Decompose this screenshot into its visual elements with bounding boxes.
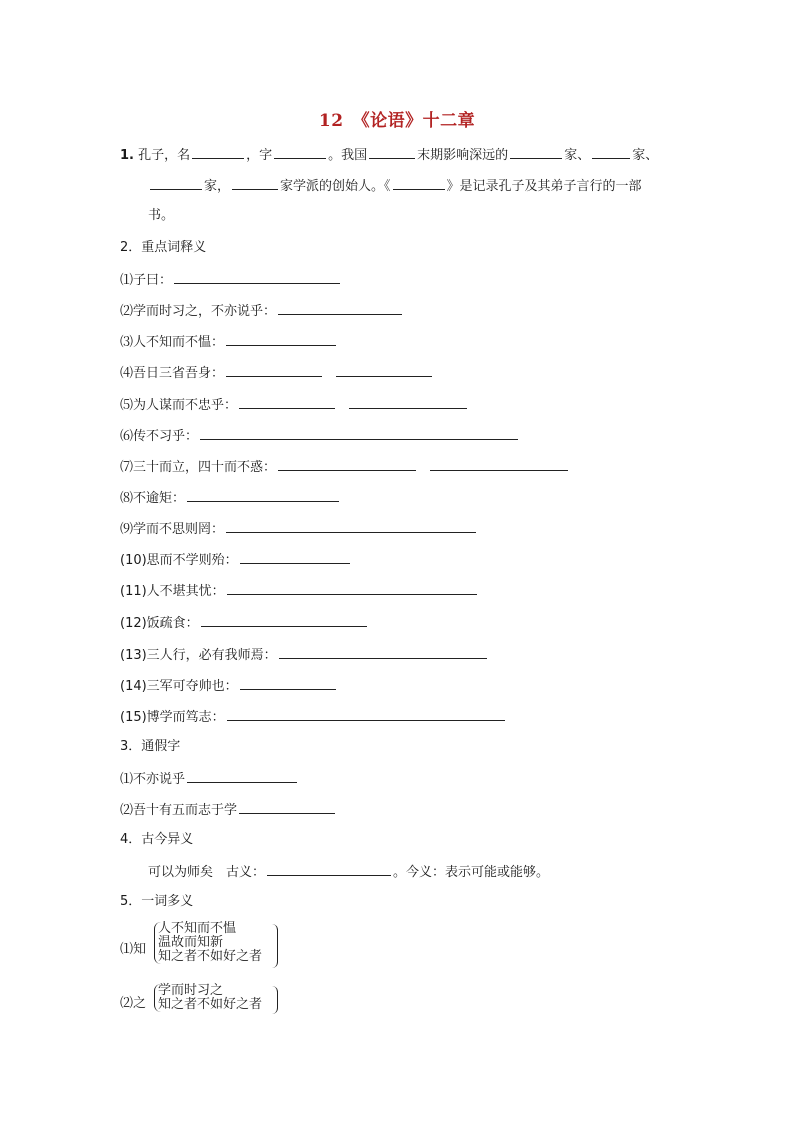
q2-heading: 2．重点词释义 xyxy=(120,240,207,255)
answer-blank[interactable] xyxy=(226,518,476,533)
q4-line xyxy=(148,861,549,881)
q2-item-label: (13)三人行，必有我师焉： xyxy=(120,648,277,663)
q2-item-4 xyxy=(120,362,434,382)
q1-line-1 xyxy=(120,144,658,164)
q3-item-label: ⑵吾十有五而志于学 xyxy=(120,803,238,818)
q2-item-1 xyxy=(120,269,342,289)
answer-blank[interactable] xyxy=(227,580,477,595)
q3-heading: 3．通假字 xyxy=(120,739,181,754)
q2-item-15 xyxy=(120,706,507,726)
q2-item-label: (15)博学而笃志： xyxy=(120,710,225,725)
q1-blank-book[interactable] xyxy=(393,175,445,190)
q2-item-label: ⑵学而时习之，不亦说乎： xyxy=(120,304,277,319)
q3-item-label: ⑴不亦说乎 xyxy=(120,772,186,787)
q5-item: 温故而知新 xyxy=(158,935,224,950)
answer-blank[interactable] xyxy=(201,612,367,627)
answer-blank[interactable] xyxy=(174,269,340,284)
answer-blank[interactable] xyxy=(279,644,487,659)
q2-item-label: ⑻不逾矩： xyxy=(120,491,186,506)
q5-item: 知之者不如好之者 xyxy=(158,997,263,1012)
answer-blank[interactable] xyxy=(239,394,335,409)
q2-item-label: ⑶人不知而不愠： xyxy=(120,335,225,350)
q1-text-e: 家、 xyxy=(564,148,591,163)
q2-item-6 xyxy=(120,425,520,445)
q2-item-5 xyxy=(120,394,469,414)
answer-blank[interactable] xyxy=(267,861,391,876)
q1-text-i: 》是记录孔子及其弟子言行的一部 xyxy=(446,179,642,194)
q1-blank-school-3[interactable] xyxy=(150,175,202,190)
q5-group-label: ⑴知 xyxy=(120,942,147,957)
q1-text-f: 家、 xyxy=(632,148,659,163)
q2-item-2 xyxy=(120,300,404,320)
q1-text-a: 孔子，名 xyxy=(138,148,191,163)
q2-item-10 xyxy=(120,549,352,569)
answer-blank[interactable] xyxy=(240,675,336,690)
q1-text-d: 末期影响深远的 xyxy=(417,148,509,163)
answer-blank[interactable] xyxy=(200,425,518,440)
q1-text-g: 家， xyxy=(204,179,231,194)
q2-item-label: ⑴子曰： xyxy=(120,273,173,288)
q2-item-label: ⑸为人谋而不忠乎： xyxy=(120,398,238,413)
answer-blank[interactable] xyxy=(226,331,336,346)
q5-group-items xyxy=(154,984,262,1012)
q2-item-13 xyxy=(120,644,489,664)
q2-item-9 xyxy=(120,518,478,538)
q2-item-3 xyxy=(120,331,338,351)
q2-item-12 xyxy=(120,612,369,632)
q3-item-1 xyxy=(120,768,299,788)
q1-line-2 xyxy=(148,175,642,195)
q2-item-label: (10)思而不学则殆： xyxy=(120,553,238,568)
q4-text-b: 。今义：表示可能或能够。 xyxy=(393,865,550,880)
answer-blank[interactable] xyxy=(278,456,416,471)
q2-item-8 xyxy=(120,487,341,507)
q2-item-11 xyxy=(120,580,479,600)
q2-item-label: (11)人不堪其忧： xyxy=(120,584,225,599)
page-title: 12 《论语》十二章 xyxy=(318,111,476,131)
q5-item: 人不知而不愠 xyxy=(158,921,237,936)
answer-blank[interactable] xyxy=(278,300,402,315)
answer-blank[interactable] xyxy=(349,394,467,409)
q5-item: 学而时习之 xyxy=(158,983,224,998)
q2-item-label: ⑼学而不思则罔： xyxy=(120,522,225,537)
q5-item: 知之者不如好之者 xyxy=(158,949,263,964)
q2-item-14 xyxy=(120,675,338,695)
answer-blank[interactable] xyxy=(187,768,297,783)
q2-item-label: (14)三军可夺帅也： xyxy=(120,679,238,694)
q5-group-items xyxy=(154,922,262,964)
answer-blank[interactable] xyxy=(187,487,339,502)
q2-item-label: ⑹传不习乎： xyxy=(120,429,199,444)
answer-blank[interactable] xyxy=(227,706,505,721)
q2-item-label: (12)饭疏食： xyxy=(120,616,199,631)
q3-item-2 xyxy=(120,799,337,819)
q4-text-a: 可以为师矣 古义： xyxy=(148,865,266,880)
q4-heading: 4．古今异义 xyxy=(120,832,194,847)
q1-blank-school-2[interactable] xyxy=(592,144,630,159)
q1-line-3 xyxy=(148,206,174,226)
q1-blank-school-1[interactable] xyxy=(510,144,562,159)
q1-text-h: 家学派的创始人。《 xyxy=(280,179,391,194)
q1-blank-founder[interactable] xyxy=(232,175,278,190)
right-brace xyxy=(272,924,278,968)
answer-blank[interactable] xyxy=(240,549,350,564)
q1-text-b: ，字 xyxy=(246,148,273,163)
answer-blank[interactable] xyxy=(430,456,568,471)
q1-text-j: 书。 xyxy=(148,208,175,223)
q2-item-7 xyxy=(120,456,570,476)
answer-blank[interactable] xyxy=(226,362,322,377)
answer-blank[interactable] xyxy=(239,799,335,814)
q1-blank-era[interactable] xyxy=(369,144,415,159)
answer-blank[interactable] xyxy=(336,362,432,377)
q5-group-label: ⑵之 xyxy=(120,996,147,1011)
q2-item-label: ⑺三十而立，四十而不惑： xyxy=(120,460,277,475)
q1-number: 1. xyxy=(120,148,134,163)
q1-text-c: 。我国 xyxy=(328,148,368,163)
q1-blank-ming[interactable] xyxy=(192,144,244,159)
q2-item-label: ⑷吾日三省吾身： xyxy=(120,366,225,381)
right-brace xyxy=(272,986,278,1014)
q1-blank-zi[interactable] xyxy=(274,144,326,159)
q5-heading: 5．一词多义 xyxy=(120,894,194,909)
